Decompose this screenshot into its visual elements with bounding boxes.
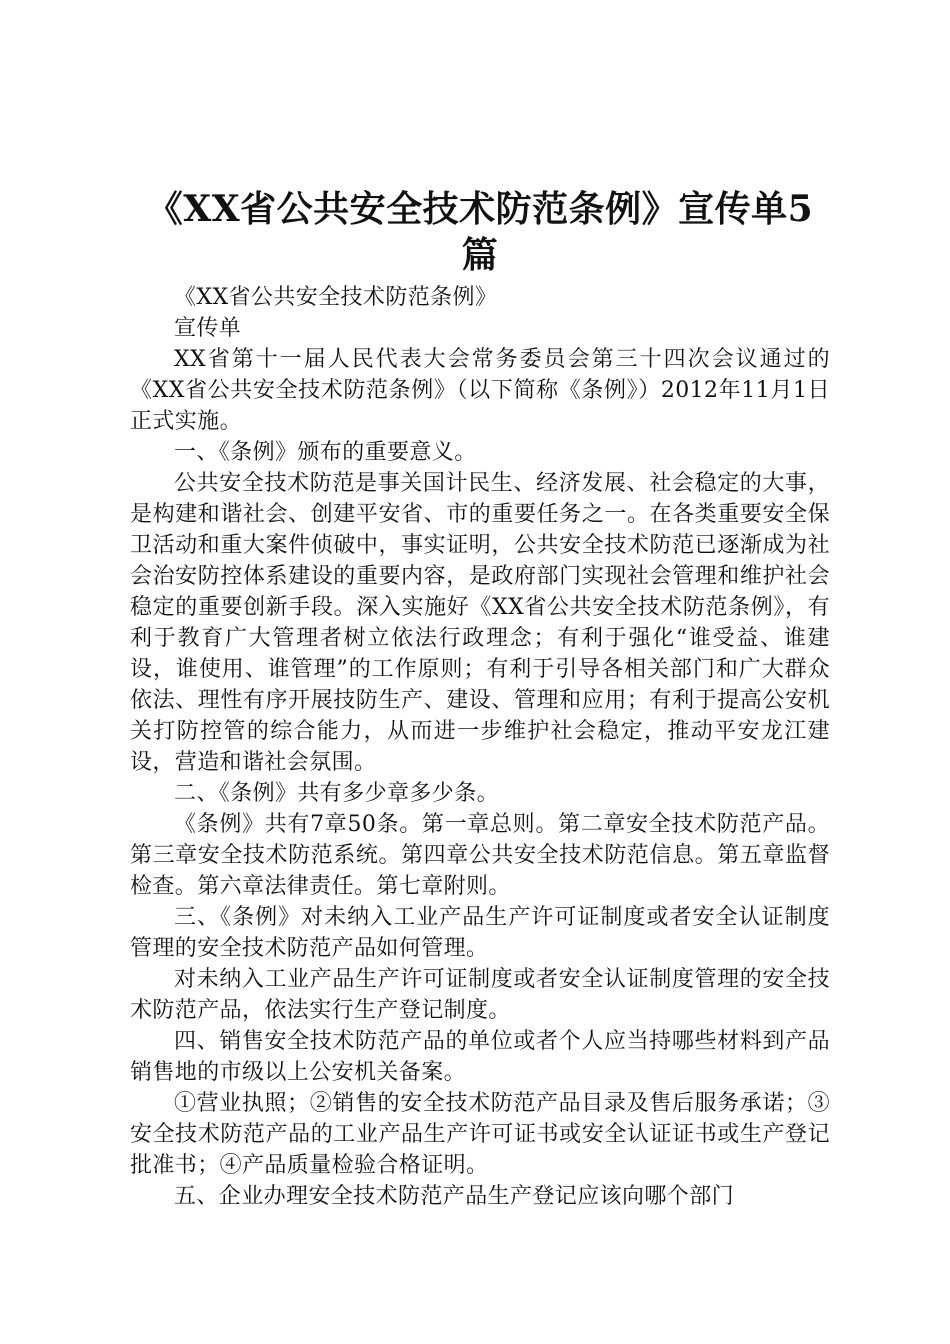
body-paragraph: 《条例》共有7章50条。第一章总则。第二章安全技术防范产品。第三章安全技术防范系统。第四章公共安全技术防范信息。第五章监督检查。第六章法律责任。第七章附则。 [130, 812, 830, 899]
section-heading: 五、企业办理安全技术防范产品生产登记应该向哪个部门 [174, 1184, 735, 1209]
section-heading: 一、《条例》颁布的重要意义。 [174, 440, 477, 465]
subtitle-line: 《XX省公共安全技术防范条例》 [174, 285, 498, 310]
body-paragraph: ①营业执照；②销售的安全技术防范产品目录及售后服务承诺；③安全技术防范产品的工业产品生产许可证书或安全认证证书或生产登记批准书；④产品质量检验合格证明。 [130, 1091, 830, 1178]
subtitle-line: 宣传单 [174, 316, 242, 341]
body-paragraph: XX省第十一届人民代表大会常务委员会第三十四次会议通过的《XX省公共安全技术防范条例》（以下简称《条例》）2012年11月1日正式实施。 [130, 347, 830, 434]
body-paragraph: 公共安全技术防范是事关国计民生、经济发展、社会稳定的大事，是构建和谐社会、创建平安省、市的重要任务之一。在各类重要安全保卫活动和重大案件侦破中，事实证明，公共安全技术防范已逐渐成为社会治安防控体系建设的重要内容，是政府部门实现社会管理和维护社会稳定的重要创新手段。深入实施好《XX省公共安全技术防范条例》，有利于教育广大管理者树立依法行政理念；有利于强化“谁受益、谁建设，谁使用、谁管理”的工作原则；有利于引导各相关部门和广大群众依法、理性有序开展技防生产、建设、管理和应用；有利于提高公安机关打防控管的综合能力，从而进一步维护社会稳定，推动平安龙江建设，营造和谐社会氛围。 [130, 471, 830, 775]
body-paragraph: 对未纳入工业产品生产许可证制度或者安全认证制度管理的安全技术防范产品，依法实行生产登记制度。 [130, 967, 830, 1023]
section-heading: 四、销售安全技术防范产品的单位或者个人应当持哪些材料到产品销售地的市级以上公安机关备案。 [130, 1029, 830, 1085]
document-title: 《XX省公共安全技术防范条例》宣传单5篇 [146, 188, 814, 276]
section-heading: 三、《条例》对未纳入工业产品生产许可证制度或者安全认证制度管理的安全技术防范产品如何管理。 [130, 905, 830, 961]
document-page [130, 186, 830, 1212]
section-heading: 二、《条例》共有多少章多少条。 [174, 781, 500, 806]
